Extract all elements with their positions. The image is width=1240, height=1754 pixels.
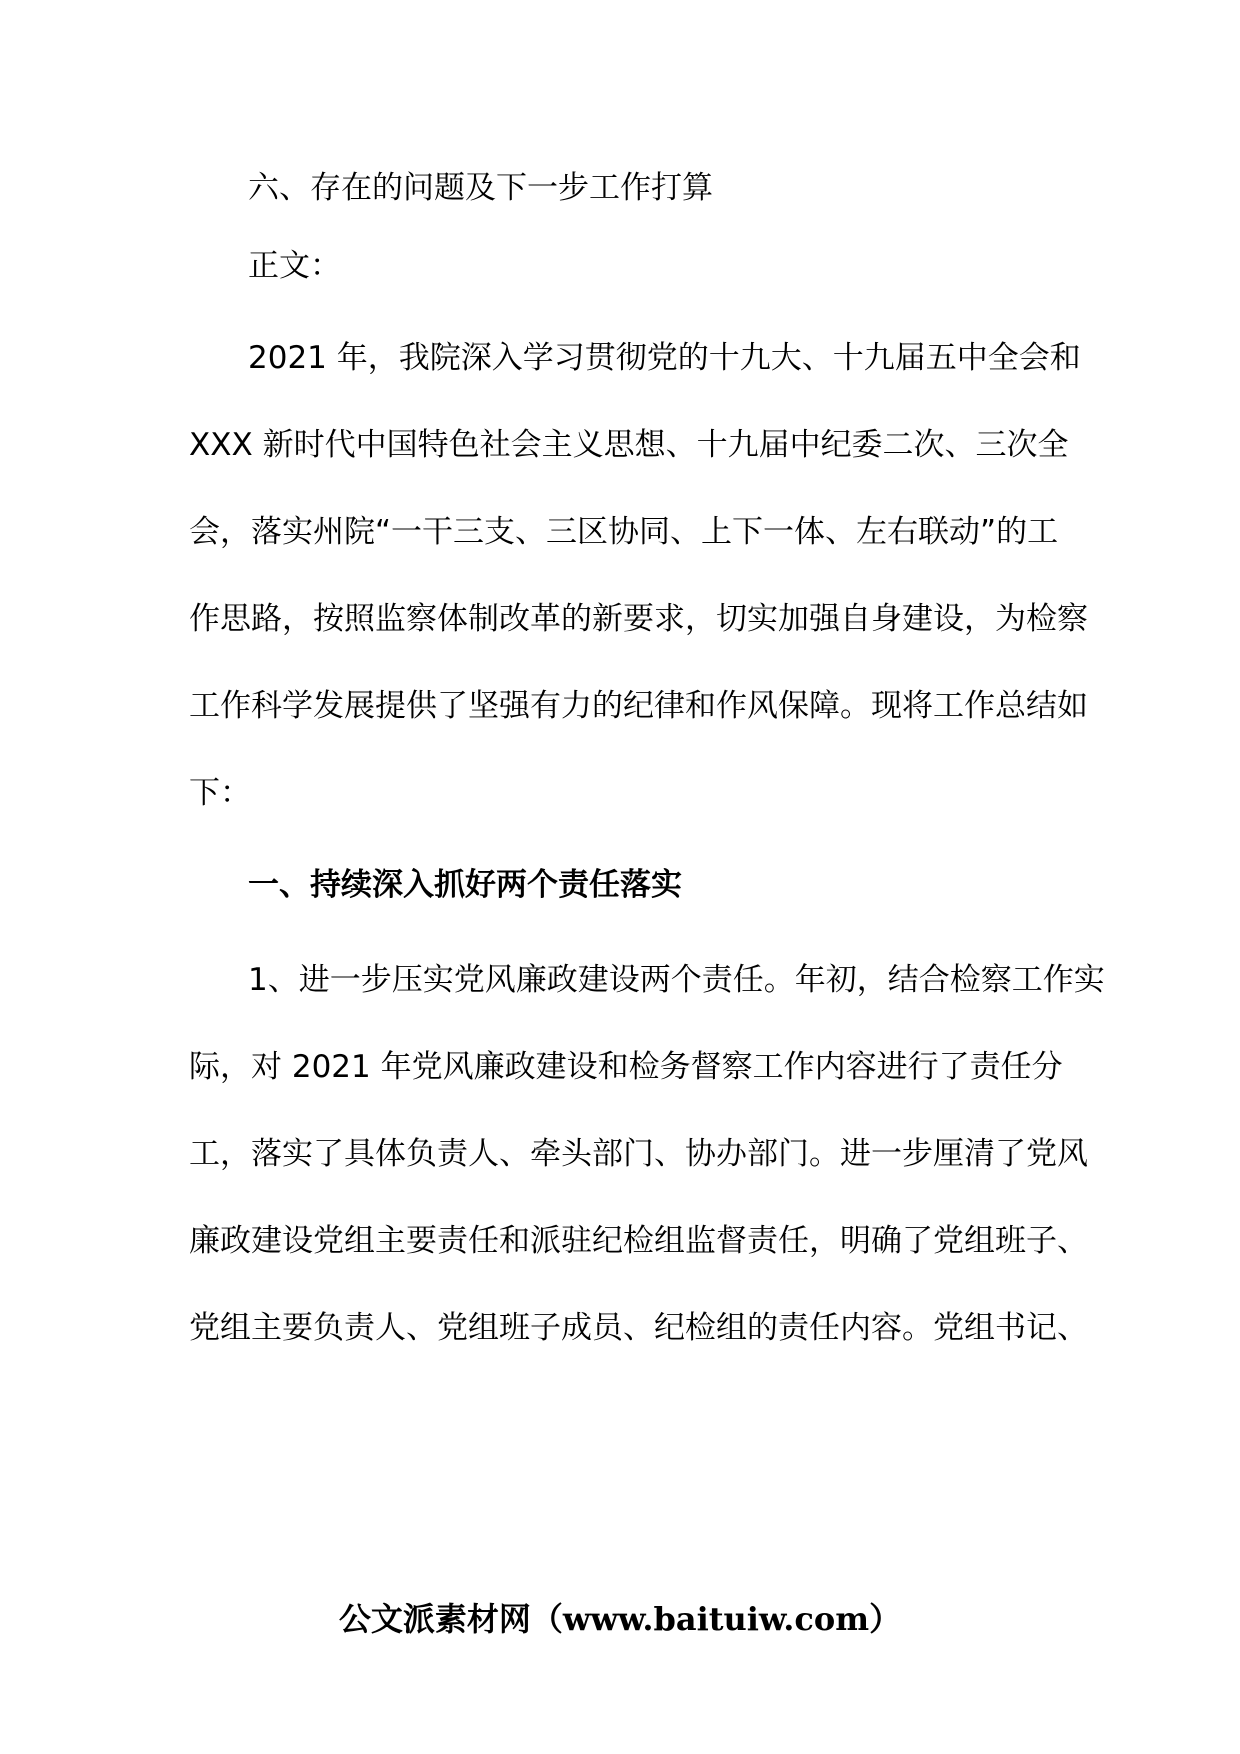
paragraph-line: 际，对 2021 年党风廉政建设和检务督察工作内容进行了责任分: [189, 1049, 1063, 1085]
paragraph-line: 工，落实了具体负责人、牵头部门、协办部门。进一步厘清了党风: [189, 1136, 1088, 1172]
paragraph-line: 廉政建设党组主要责任和派驻纪检组监督责任，明确了党组班子、: [189, 1223, 1088, 1259]
paragraph-line: XXX 新时代中国特色社会主义思想、十九届中纪委二次、三次全: [189, 427, 1069, 463]
paragraph-line: 工作科学发展提供了坚强有力的纪律和作风保障。现将工作总结如: [189, 688, 1088, 724]
footer-watermark: 公文派素材网（www.baituiw.com）: [338, 1600, 902, 1638]
section-heading-six: 六、存在的问题及下一步工作打算: [248, 170, 713, 206]
paragraph-line: 1、进一步压实党风廉政建设两个责任。年初，结合检察工作实: [248, 962, 1105, 998]
body-label: 正文：: [248, 248, 341, 284]
paragraph-line: 会，落实州院“一干三支、三区协同、上下一体、左右联动”的工: [189, 514, 1059, 550]
paragraph-line: 2021 年，我院深入学习贯彻党的十九大、十九届五中全会和: [248, 340, 1081, 376]
paragraph-line: 作思路，按照监察体制改革的新要求，切实加强自身建设，为检察: [189, 601, 1088, 637]
paragraph-line: 下：: [189, 775, 251, 811]
section-heading-one: 一、持续深入抓好两个责任落实: [248, 867, 682, 903]
paragraph-line: 党组主要负责人、党组班子成员、纪检组的责任内容。党组书记、: [189, 1310, 1088, 1346]
